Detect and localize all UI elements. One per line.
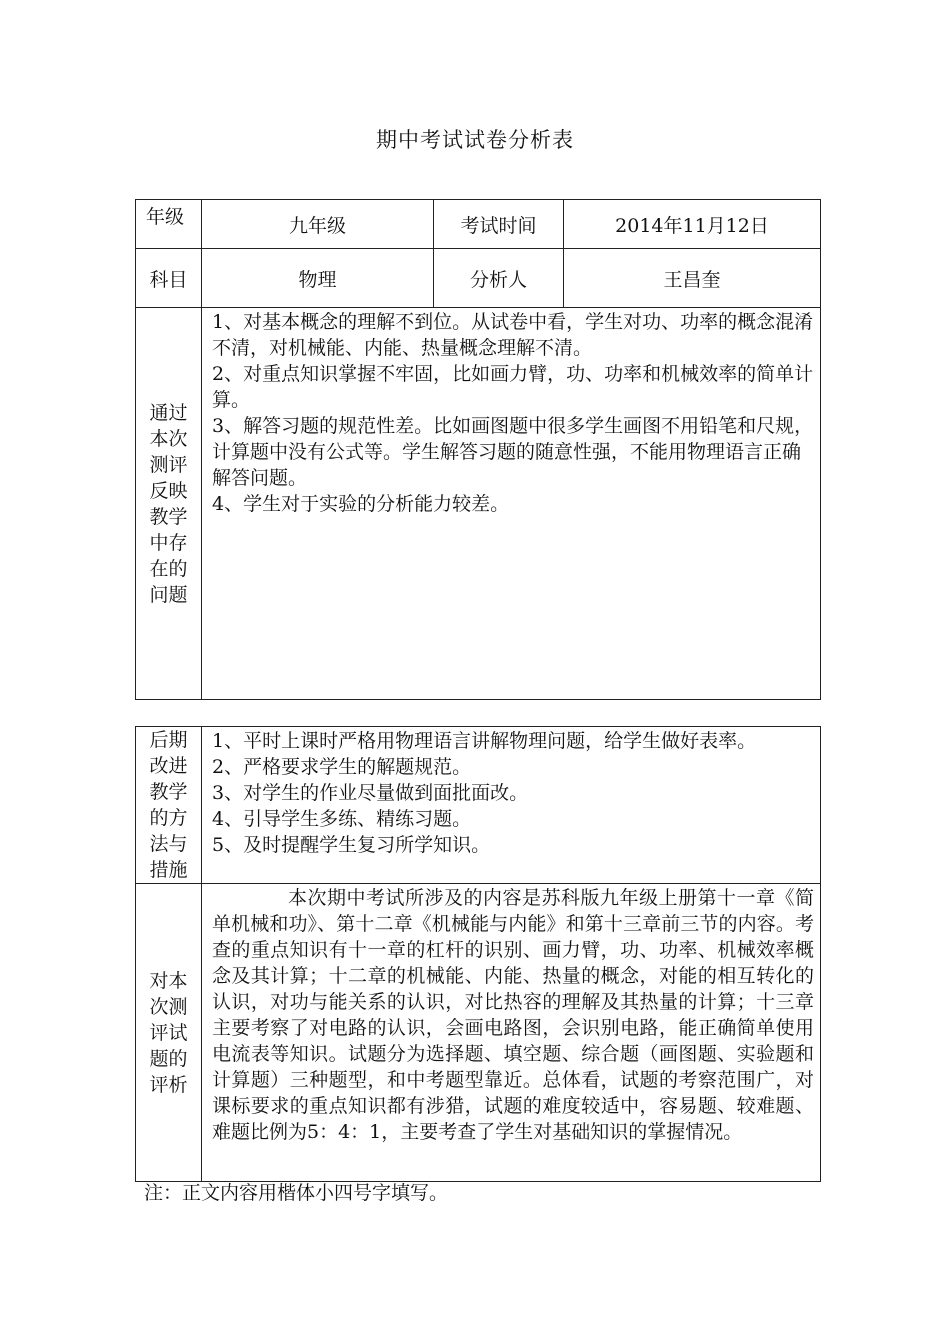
improvement-item: 1、平时上课时严格用物理语言讲解物理问题，给学生做好表率。 — [212, 730, 757, 752]
footnote: 注：正文内容用楷体小四号字填写。 — [144, 1182, 449, 1204]
grade-row — [136, 200, 821, 249]
evaluation-row — [136, 884, 821, 1182]
evaluation-text: 本次期中考试所涉及的内容是苏科版九年级上册第十一章《简单机械和功》、第十二章《机械能与内能》和第十三章前三节的内容。考查的重点知识有十一章的杠杆的识别、画力臂，功、功率、机械效率概念及其计算；十二章的机械能、内能、热量的概念，对能的相互转化的认识，对功与能关系的认识，对比热容的理解及其热量的计算；十三章主要考察了对电路的认识，会画电路图，会识别电路，能正确简单使用电流表等知识。试题分为选择题、填空题、综合题（画图题、实验题和计算题）三种题型，和中考题型靠近。总体看，试题的考察范围广，对课标要求的重点知识都有涉猎，试题的难度较适中，容易题、较难题、难题比例为5：4：1，主要考查了学生对基础知识的掌握情况。 — [212, 887, 814, 1143]
improvements-label-cell — [136, 727, 202, 884]
analyst-label: 分析人 — [434, 249, 564, 308]
improvement-item: 3、对学生的作业尽量做到面批面改。 — [212, 782, 529, 804]
improvements-label: 后期改进教学的方法与措施 — [149, 729, 188, 881]
grade-label: 年级 — [136, 200, 202, 249]
problems-label: 通过本次测评反映教学中存在的问题 — [149, 401, 188, 606]
problems-label-cell — [136, 308, 202, 700]
subject-row — [136, 249, 821, 308]
improvements-row — [136, 727, 821, 884]
improvement-item: 5、及时提醒学生复习所学知识。 — [212, 834, 491, 856]
exam-time-value: 2014年11月12日 — [564, 200, 821, 249]
page-title: 期中考试试卷分析表 — [376, 128, 574, 152]
grade-value: 九年级 — [202, 200, 434, 249]
improvement-item: 2、严格要求学生的解题规范。 — [212, 756, 472, 778]
subject-label: 科目 — [136, 249, 202, 308]
info-table — [135, 199, 821, 700]
improvements-content — [202, 727, 821, 884]
analyst-value: 王昌奎 — [564, 249, 821, 308]
improvement-item: 4、引导学生多练、精练习题。 — [212, 808, 472, 830]
evaluation-label: 对本次测评试题的评析 — [149, 969, 188, 1096]
problems-content — [202, 308, 821, 700]
exam-time-label: 考试时间 — [434, 200, 564, 249]
problem-item: 3、解答习题的规范性差。比如画图题中很多学生画图不用铅笔和尺规，计算题中没有公式等。学生解答习题的随意性强，不能用物理语言正确解答问题。 — [212, 415, 814, 489]
analysis-table — [135, 726, 821, 1182]
problems-row — [136, 308, 821, 700]
problem-item: 2、对重点知识掌握不牢固，比如画力臂，功、功率和机械效率的简单计算。 — [212, 363, 814, 411]
subject-value: 物理 — [202, 249, 434, 308]
problem-item: 4、学生对于实验的分析能力较差。 — [212, 493, 510, 515]
problem-item: 1、对基本概念的理解不到位。从试卷中看，学生对功、功率的概念混淆不清，对机械能、内能、热量概念理解不清。 — [212, 311, 814, 359]
evaluation-content — [202, 884, 821, 1182]
evaluation-label-cell — [136, 884, 202, 1182]
